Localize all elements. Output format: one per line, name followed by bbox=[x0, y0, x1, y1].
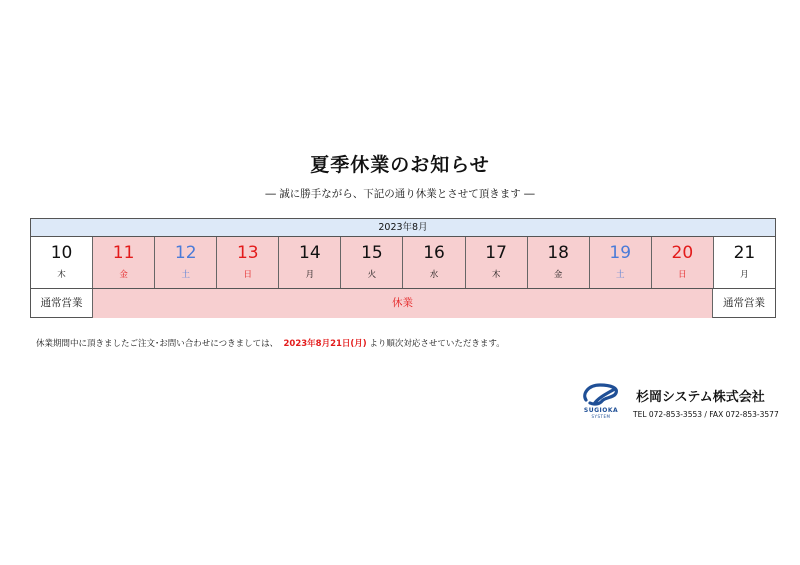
day-weekday: 木 bbox=[491, 270, 501, 280]
day-number: 18 bbox=[547, 243, 569, 263]
day-number: 21 bbox=[733, 243, 756, 263]
day-number: 13 bbox=[236, 243, 259, 263]
day-weekday: 火 bbox=[367, 270, 377, 280]
logo-subtext: SYSTEM bbox=[591, 414, 611, 419]
notice-text bbox=[36, 337, 505, 349]
calendar-day bbox=[279, 237, 341, 288]
day-weekday: 金 bbox=[119, 270, 128, 280]
calendar-day bbox=[528, 237, 590, 288]
day-number: 17 bbox=[485, 243, 507, 263]
day-number: 12 bbox=[174, 243, 197, 263]
logo-mark-icon bbox=[578, 380, 624, 408]
calendar-day bbox=[217, 237, 279, 288]
logo-text: SUGIOKA bbox=[583, 407, 619, 414]
calendar-day bbox=[466, 237, 528, 288]
day-weekday: 金 bbox=[553, 270, 563, 280]
status-holiday: 休業 bbox=[93, 289, 713, 318]
day-weekday: 日 bbox=[678, 270, 687, 280]
day-weekday: 日 bbox=[243, 270, 253, 280]
day-number: 14 bbox=[299, 243, 321, 263]
company-contact: TEL 072-853-3553 / FAX 072-853-3577 bbox=[633, 410, 779, 419]
day-number: 16 bbox=[423, 243, 445, 263]
sugioka-logo-icon bbox=[578, 380, 624, 422]
calendar-day bbox=[652, 237, 714, 288]
company-name: 杉岡システム株式会社 bbox=[636, 390, 765, 405]
calendar-status-row bbox=[31, 289, 775, 318]
notice-resume-date: 2023年8月21日(月) bbox=[283, 339, 367, 349]
day-weekday: 月 bbox=[305, 270, 315, 280]
day-number: 15 bbox=[361, 243, 383, 263]
status-open-after: 通常営業 bbox=[723, 297, 765, 309]
calendar-day bbox=[341, 237, 403, 288]
calendar-day bbox=[714, 237, 775, 288]
calendar-day bbox=[590, 237, 652, 288]
status-open-before: 通常営業 bbox=[31, 289, 93, 318]
day-number: 19 bbox=[609, 243, 632, 263]
holiday-calendar bbox=[30, 218, 776, 318]
day-weekday: 木 bbox=[57, 270, 66, 280]
calendar-day bbox=[31, 237, 93, 288]
calendar-day bbox=[155, 237, 217, 288]
day-weekday: 水 bbox=[429, 270, 439, 280]
day-weekday: 土 bbox=[181, 270, 190, 280]
page-title: 夏季休業のお知らせ bbox=[310, 154, 490, 176]
notice-suffix: より順次対応させていただきます。 bbox=[369, 339, 505, 349]
notice-prefix: 休業期間中に頂きましたご注文･お問い合わせにつきましては、 bbox=[36, 339, 279, 349]
day-number: 11 bbox=[112, 243, 135, 263]
calendar-days-row bbox=[31, 237, 775, 289]
calendar-month-label: 2023年8月 bbox=[31, 219, 775, 237]
calendar-day bbox=[403, 237, 465, 288]
day-weekday: 月 bbox=[740, 270, 749, 280]
day-weekday: 土 bbox=[615, 270, 625, 280]
day-number: 10 bbox=[50, 243, 73, 263]
calendar-day bbox=[93, 237, 155, 288]
day-number: 20 bbox=[671, 243, 694, 263]
page-subtitle: ― 誠に勝手ながら、下記の通り休業とさせて頂きます ― bbox=[265, 188, 535, 200]
